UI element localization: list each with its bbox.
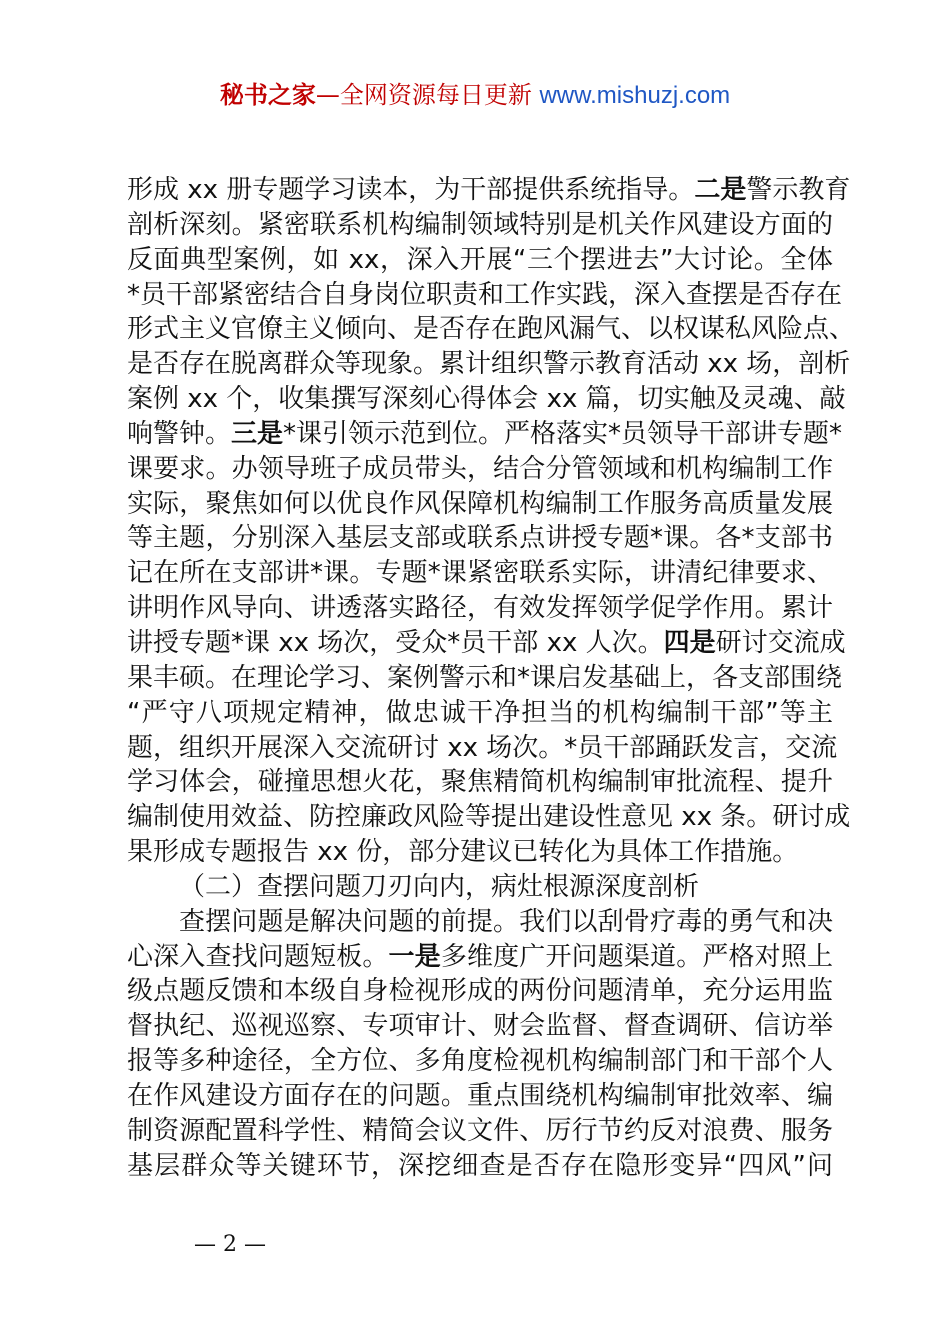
text-line: 级点题反馈和本级自身检视形成的两份问题清单，充分运用监 — [127, 976, 833, 1007]
text-line: 题，组织开展深入交流研讨 xx 场次。*员干部踊跃发言，交流 — [127, 732, 838, 763]
text-line: 讲授专题*课 xx 场次，受众*员干部 xx 人次。四是研讨交流成 — [127, 627, 846, 658]
page-number: — 2 — — [194, 1232, 266, 1257]
text-line: 反面典型案例，如 xx，深入开展“三个摆进去”大讨论。全体 — [127, 244, 833, 275]
text-line: 剖析深刻。紧密联系机构编制领域特别是机关作风建设方面的 — [127, 209, 833, 240]
text-line: 在作风建设方面存在的问题。重点围绕机构编制审批效率、编 — [127, 1080, 833, 1111]
text-line: 案例 xx 个，收集撰写深刻心得体会 xx 篇，切实触及灵魂、敲 — [127, 384, 846, 415]
text-line: “严守八项规定精神，做忠诚干净担当的机构编制干部”等主 — [127, 697, 833, 728]
text-line: 心深入查找问题短板。一是多维度广开问题渠道。严格对照上 — [127, 941, 833, 972]
text-line: 督执纪、巡视巡察、专项审计、财会监督、督查调研、信访举 — [127, 1011, 833, 1042]
text-line: 制资源配置科学性、精简会议文件、厉行节约反对浪费、服务 — [127, 1115, 833, 1146]
banner-brand: 秘书之家 — [219, 81, 316, 109]
text-line: 记在所在支部讲*课。专题*课紧密联系实际，讲清纪律要求、 — [127, 558, 833, 589]
document-body — [127, 173, 856, 1183]
text-line: 基层群众等关键环节，深挖细查是否存在隐形变异“四风”问 — [127, 1150, 833, 1181]
text-line: 形成 xx 册专题学习读本，为干部提供系统指导。二是警示教育 — [127, 175, 851, 205]
text-line: 等主题，分别深入基层支部或联系点讲授专题*课。各*支部书 — [127, 523, 833, 554]
text-line: 果丰硕。在理论学习、案例警示和*课启发基础上，各支部围绕 — [127, 662, 843, 693]
bold-marker: 二是 — [694, 175, 747, 205]
text-line: *员干部紧密结合自身岗位职责和工作实践，深入查摆是否存在 — [127, 279, 843, 310]
text-line: 是否存在脱离群众等现象。累计组织警示教育活动 xx 场，剖析 — [127, 349, 851, 380]
bold-marker: 四是 — [663, 627, 716, 658]
text-line: 响警钟。三是*课引领示范到位。严格落实*员领导干部讲专题* — [127, 418, 843, 449]
bold-marker: 三是 — [231, 418, 284, 449]
text-line: 报等多种途径，全方位、多角度检视机构编制部门和干部个人 — [127, 1046, 833, 1077]
text-line: 果形成专题报告 xx 份，部分建议已转化为具体工作措施。 — [127, 837, 799, 868]
bold-marker: 一是 — [388, 941, 441, 972]
text-line: 编制使用效益、防控廉政风险等提出建设性意见 xx 条。研讨成 — [127, 802, 851, 833]
text-line: 实际，聚焦如何以优良作风保障机构编制工作服务高质量发展 — [127, 488, 833, 519]
banner-slogan: —全网资源每日更新 — [315, 81, 532, 109]
text-line: 讲明作风导向、讲透落实路径，有效发挥领学促学作用。累计 — [127, 593, 833, 624]
text-line: 形式主义官僚主义倾向、是否存在跑风漏气、以权谋私风险点、 — [127, 314, 856, 345]
section-heading: （二）查摆问题刀刃向内，病灶根源深度剖析 — [179, 871, 700, 902]
text-line: 学习体会，碰撞思想火花，聚焦精简机构编制审批流程、提升 — [127, 767, 833, 798]
text-line: 课要求。办领导班子成员带头，结合分管领域和机构编制工作 — [127, 453, 833, 484]
banner-url-link[interactable]: www.mishuzj.com — [539, 82, 731, 109]
text-line: 查摆问题是解决问题的前提。我们以刮骨疗毒的勇气和决 — [179, 906, 833, 937]
site-banner — [0, 78, 950, 113]
